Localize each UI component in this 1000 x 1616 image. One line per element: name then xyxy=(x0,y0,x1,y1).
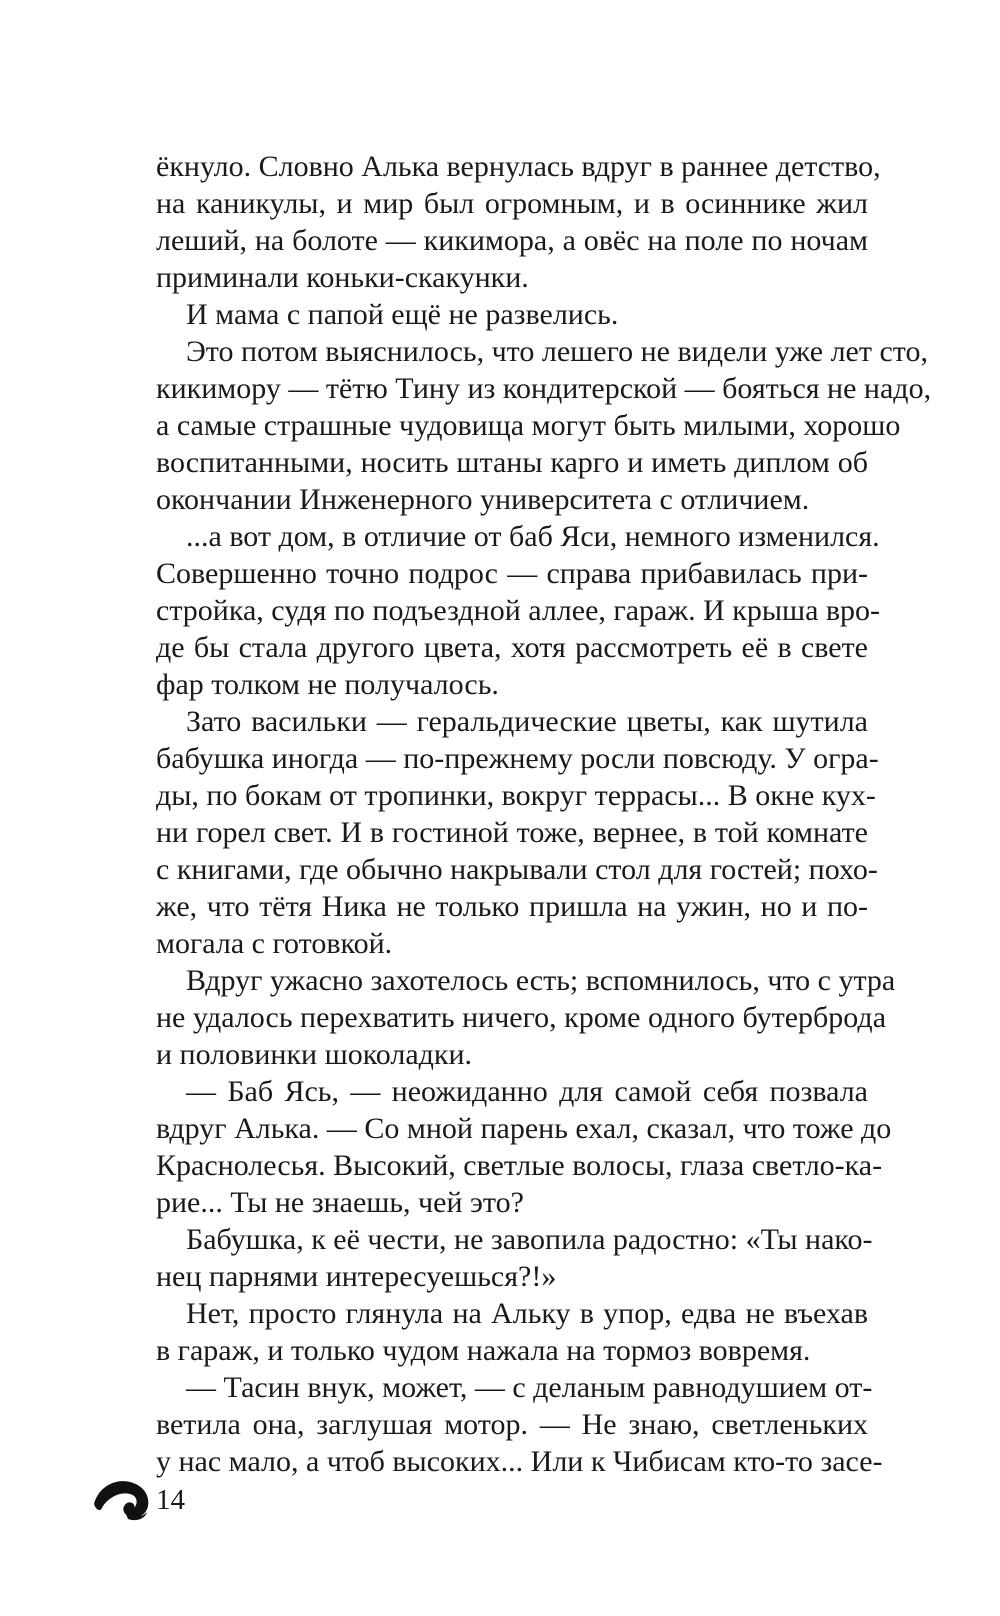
page-number: 14 xyxy=(156,1484,185,1516)
text-line: кикимору — тётю Тину из кондитерской — бояться не надо, xyxy=(156,372,932,405)
text-line: вдруг Алька. — Со мной парень ехал, сказал, что тоже до xyxy=(156,1112,892,1145)
text-line: стройка, судя по подъездной аллее, гараж. И крыша вро- xyxy=(156,594,881,627)
paragraph-first-line: И мама с папой ещё не развелись. xyxy=(186,298,619,331)
text-line: де бы стала другого цвета, хотя рассмотреть её в свете xyxy=(156,631,868,664)
text-line: фар толком не получалось. xyxy=(156,668,499,701)
text-line: рие... Ты не знаешь, чей это? xyxy=(156,1186,524,1219)
swirl-ornament-icon xyxy=(92,1474,154,1522)
text-line: бабушка иногда — по-прежнему росли повсюду. У огра- xyxy=(156,742,879,775)
paragraph-first-line: Зато васильки — геральдические цветы, как шутила xyxy=(186,705,868,738)
text-line: нец парнями интересуешься?!» xyxy=(156,1260,557,1293)
text-line: же, что тётя Ника не только пришла на ужин, но и по- xyxy=(156,890,868,923)
text-line: воспитанными, носить штаны карго и иметь диплом об xyxy=(156,446,868,479)
text-line: у нас мало, а чтоб высоких... Или к Чибисам кто-то засе- xyxy=(156,1445,883,1478)
text-line: Совершенно точно подрос — справа прибавилась при- xyxy=(156,557,868,590)
paragraph-first-line: Бабушка, к её чести, не завопила радостно: «Ты нако- xyxy=(186,1223,873,1256)
text-line: не удалось перехватить ничего, кроме одного бутерброда xyxy=(156,1001,887,1034)
paragraph-first-line: Нет, просто глянула на Альку в упор, едва не въехав xyxy=(186,1297,868,1330)
text-line: Краснолесья. Высокий, светлые волосы, глаза светло-ка- xyxy=(156,1149,883,1182)
page-footer xyxy=(92,1474,232,1522)
text-line: могала с готовкой. xyxy=(156,927,393,960)
text-line: окончании Инженерного университета с отличием. xyxy=(156,483,810,516)
text-line: с книгами, где обычно накрывали стол для гостей; похо- xyxy=(156,853,878,886)
paragraph-first-line: Это потом выяснилось, что лешего не видели уже лет сто, xyxy=(186,335,929,368)
text-line: на каникулы, и мир был огромным, и в осиннике жил xyxy=(156,187,868,220)
paragraph-first-line: — Баб Ясь, — неожиданно для самой себя позвала xyxy=(186,1075,868,1108)
text-line: в гараж, и только чудом нажала на тормоз вовремя. xyxy=(156,1334,811,1367)
paragraph-first-line: — Тасин внук, может, — с деланым равнодушием от- xyxy=(186,1371,873,1404)
text-line: приминали коньки-скакунки. xyxy=(156,261,529,294)
text-line: ёкнуло. Словно Алька вернулась вдруг в раннее детство, xyxy=(156,150,881,183)
text-line: ветила она, заглушая мотор. — Не знаю, светленьких xyxy=(156,1408,868,1441)
text-line: ды, по бокам от тропинки, вокруг террасы... В окне кух- xyxy=(156,779,876,812)
text-line: леший, на болоте — кикимора, а овёс на поле по ночам xyxy=(156,224,868,257)
paragraph-first-line: Вдруг ужасно захотелось есть; вспомнилось, что с утра xyxy=(186,964,896,997)
text-line: а самые страшные чудовища могут быть милыми, хорошо xyxy=(156,409,901,442)
text-line: ни горел свет. И в гостиной тоже, вернее, в той комнате xyxy=(156,816,868,849)
paragraph-first-line: ...а вот дом, в отличие от баб Яси, немного изменился. xyxy=(186,520,880,553)
text-line: и половинки шоколадки. xyxy=(156,1038,473,1071)
body-text xyxy=(156,148,932,1480)
